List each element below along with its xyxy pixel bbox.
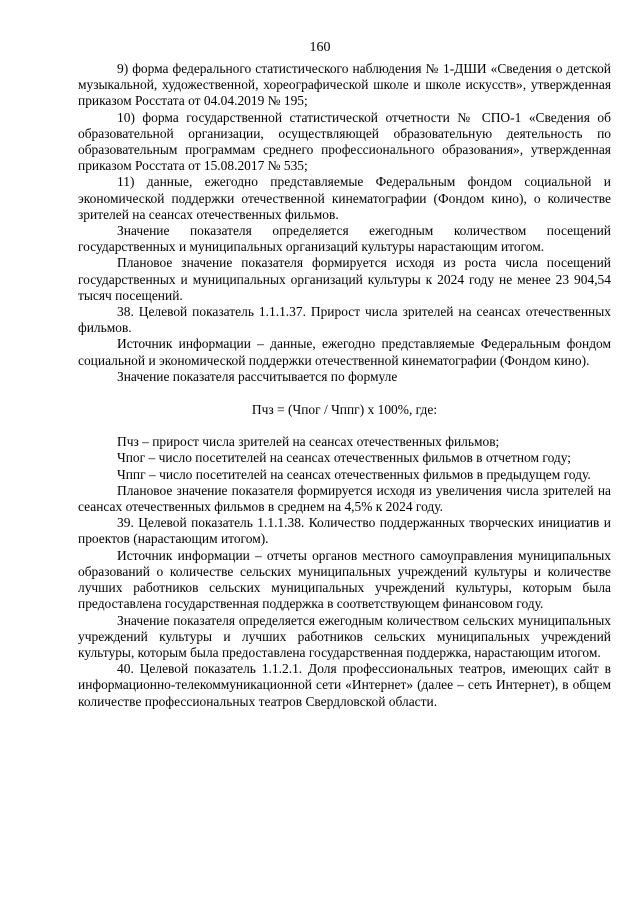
indicator-39-heading: 39. Целевой показатель 1.1.1.38. Количество поддержанных творческих инициатив и проектов (нарастающим итогом). — [78, 515, 611, 547]
list-item-9-form-1-dshi: 9) форма федерального статистического наблюдения № 1-ДШИ «Сведения о детской музыкальной, художественной, хореографической школе и школе искусств», утвержденная приказом Росстата от 04.04.2019 № 195; — [78, 61, 611, 109]
document-body — [78, 61, 611, 710]
indicator-38-heading: 38. Целевой показатель 1.1.1.37. Прирост числа зрителей на сеансах отечественных фильмов. — [78, 304, 611, 336]
formula-term-chpog: Чпог – число посетителей на сеансах отечественных фильмов в отчетном году; — [117, 450, 572, 466]
indicator-38-source: Источник информации – данные, ежегодно представляемые Федеральным фондом социальной и экономической поддержки отечественной кинематографии (Фондом кино). — [78, 336, 611, 368]
indicator-38-planned-value: Плановое значение показателя формируется исходя из увеличения числа зрителей на сеансах отечественных фильмов в среднем на 4,5% к 2024 году. — [78, 482, 611, 515]
planned-value-paragraph: Плановое значение показателя формируется исходя из роста числа посещений государственных и муниципальных организаций культуры к 2024 году не менее 23 904,54 тысяч посещений. — [78, 255, 611, 303]
indicator-39-source: Источник информации – отчеты органов местного самоуправления муниципальных образований о количестве сельских муниципальных учреждений культуры и количестве лучших работников сельских муниципальных учреждений культуры, которым была предоставлена государственная поддержка в соответствующем финансовом году. — [78, 547, 611, 612]
list-item-10-form-spo-1: 10) форма государственной статистической отчетности № СПО-1 «Сведения об образовательной организации, осуществляющей образовательную деятельность по образовательным программам среднего профессионального образования», утвержденная приказом Росстата от 15.08.2017 № 535; — [78, 109, 611, 174]
indicator-39-value: Значение показателя определяется ежегодным количеством сельских муниципальных учреждений культуры и лучших работников сельских муниципальных учреждений культуры, которым была предоставлена государственная поддержка, нарастающим итогом. — [78, 612, 611, 660]
formula-term-chppg: Чппг – число посетителей на сеансах отечественных фильмов в предыдущем году. — [117, 466, 591, 482]
formula: Пчз = (Чпог / Чппг) x 100%, где: — [251, 402, 438, 418]
indicator-40-heading: 40. Целевой показатель 1.1.2.1. Доля профессиональных театров, имеющих сайт в информационно-телекоммуникационной сети «Интернет» (далее – сеть Интернет), в общем количестве профессиональных театров Свердловской области. — [78, 661, 611, 709]
formula-intro: Значение показателя рассчитывается по формуле — [117, 368, 398, 384]
indicator-value-paragraph: Значение показателя определяется ежегодным количеством посещений государственных и муниципальных организаций культуры нарастающим итогом. — [78, 223, 611, 255]
page-number: 160 — [309, 40, 331, 55]
list-item-11-fond-kino-data: 11) данные, ежегодно представляемые Федеральным фондом социальной и экономической поддержки отечественной кинематографии (Фондом кино), о количестве зрителей на сеансах отечественных фильмов. — [78, 174, 611, 222]
formula-term-pchz: Пчз – прирост числа зрителей на сеансах отечественных фильмов; — [117, 434, 500, 450]
